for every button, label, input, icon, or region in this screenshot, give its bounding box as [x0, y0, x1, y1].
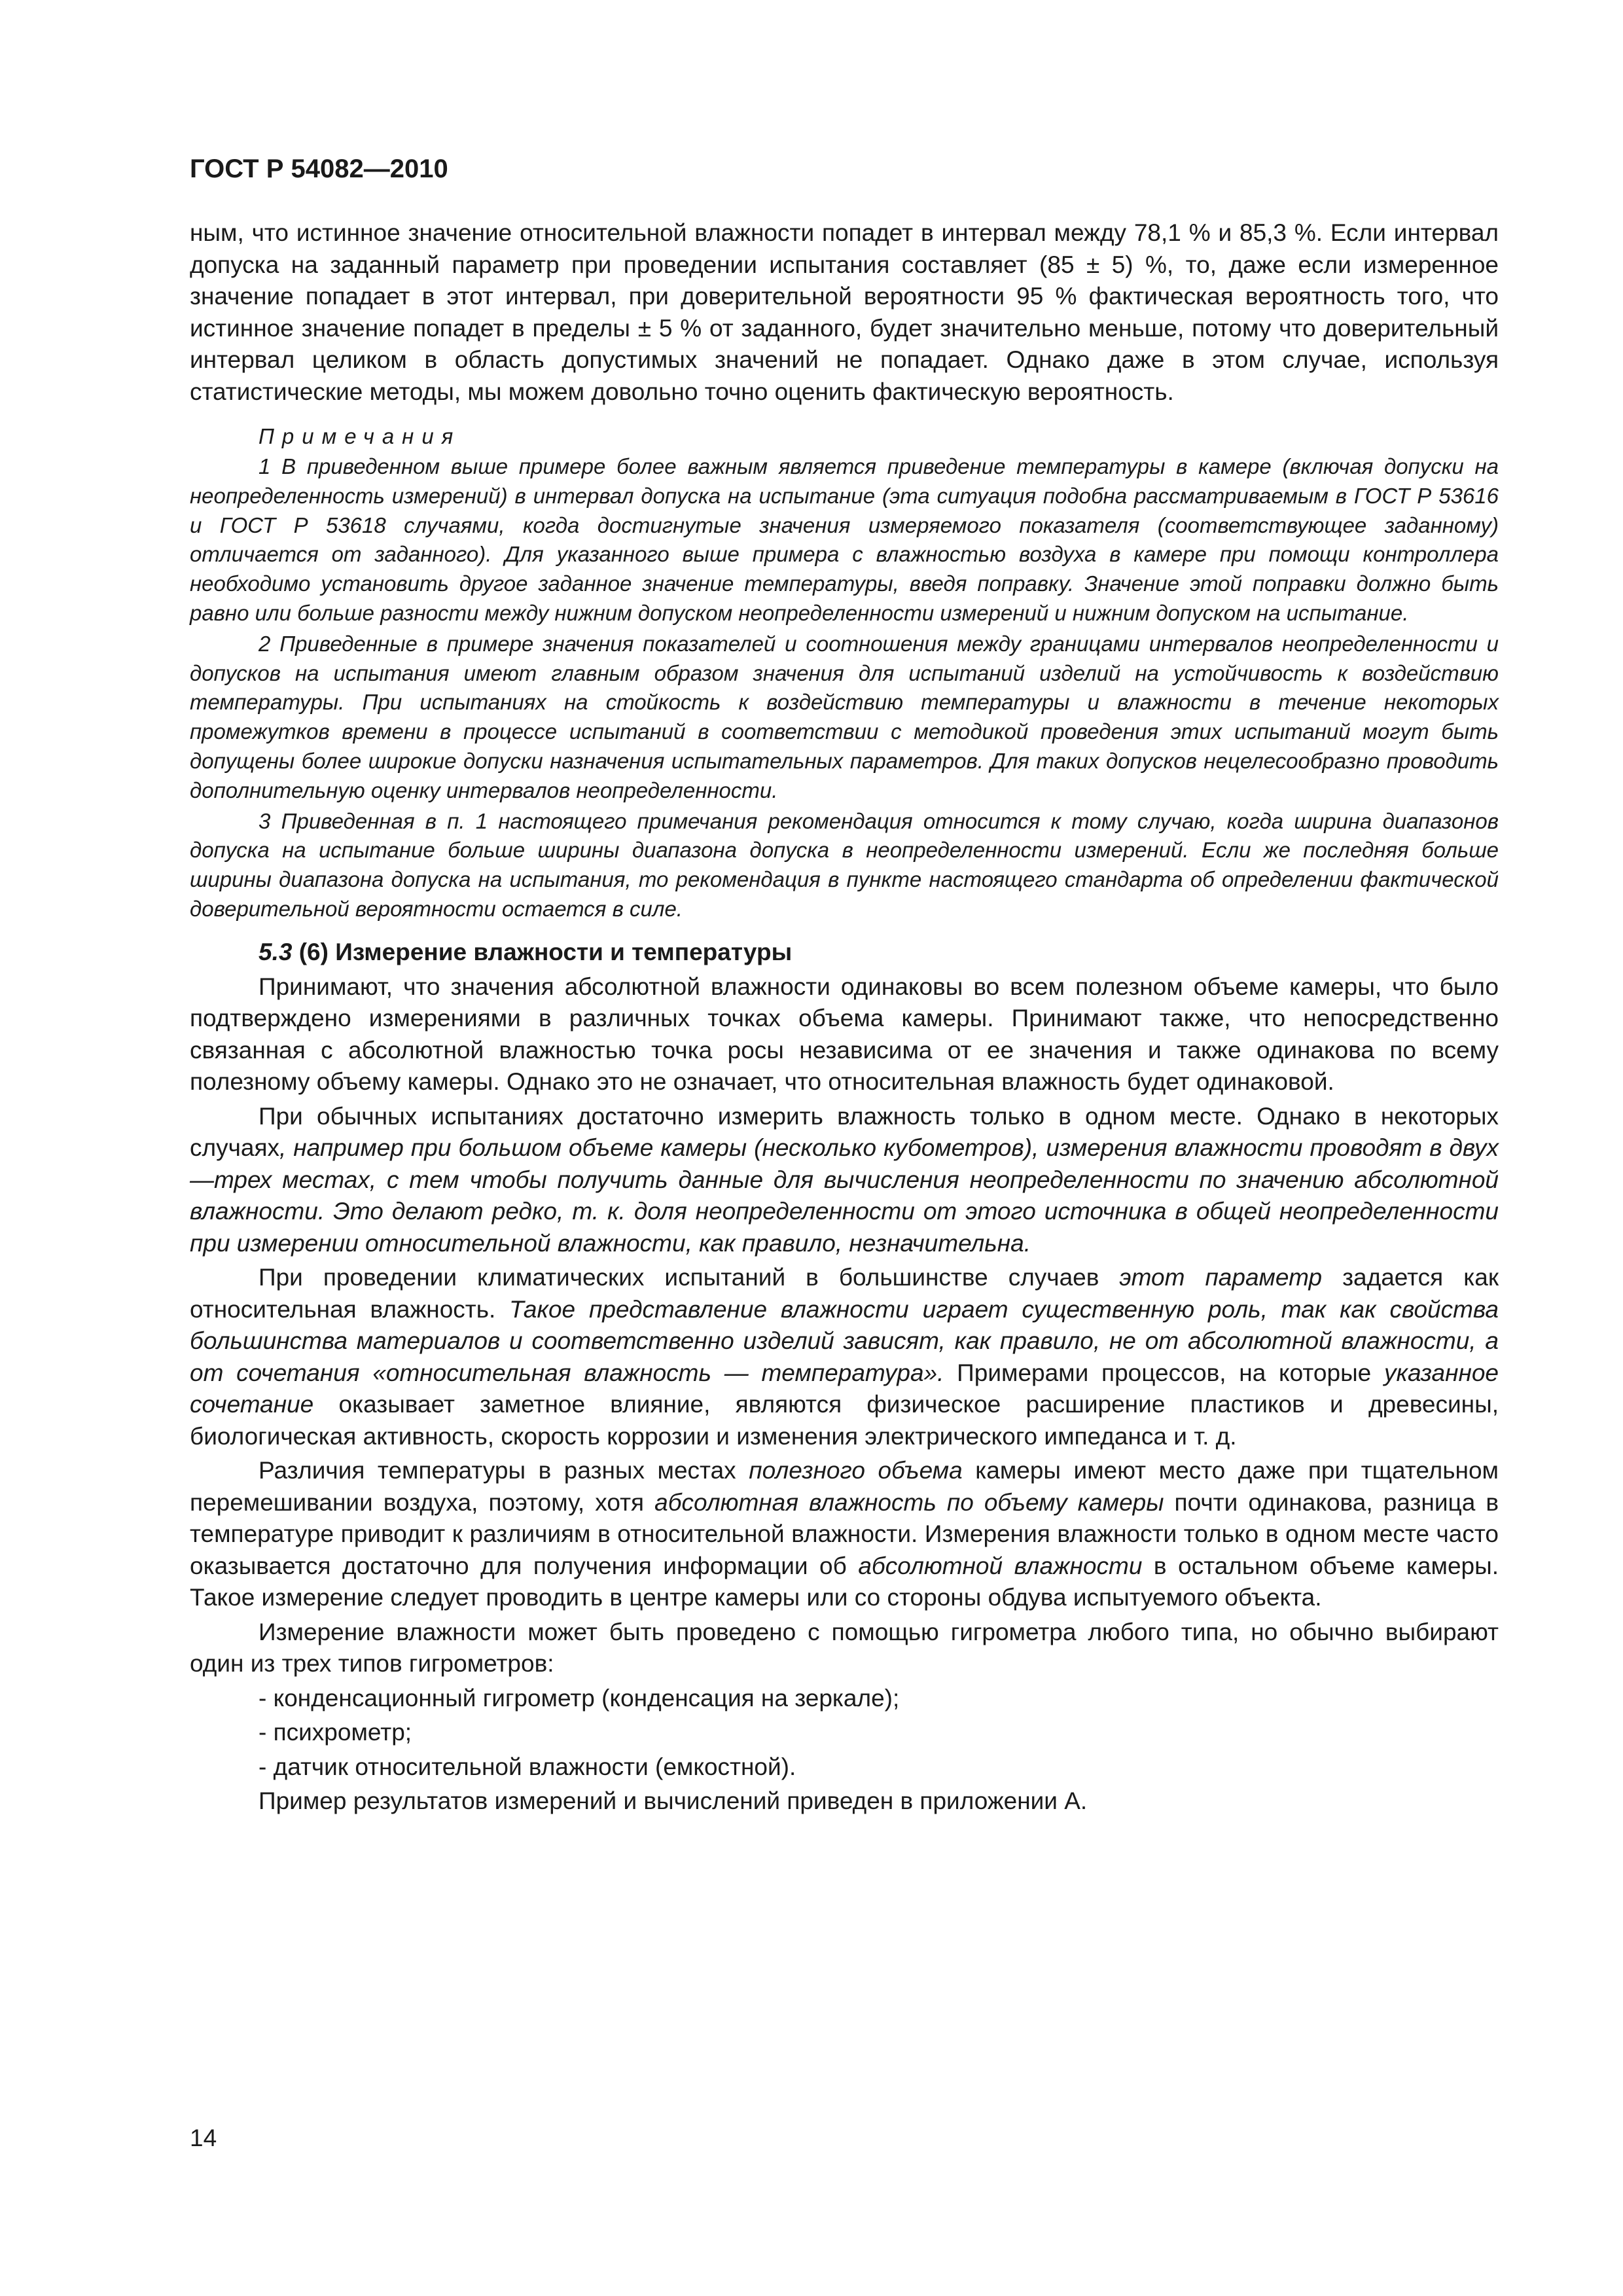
paragraph-5: Измерение влажности может быть проведено с помощью гигрометра любого типа, но обычно выбирают один из трех типов гигрометров: — [190, 1618, 1499, 1677]
paragraph-2-italic: , например при большом объеме камеры (несколько кубометров), измерения влажности проводят в двух—трех местах, с тем чтобы получить данные для вычисления неопределенности по значению абсолютной влажности. Это делают редко, т. к. доля неопределенности от этого источника в общей неопределенности при измерении относительной влажности, как правило, незначительна. — [190, 1134, 1499, 1257]
paragraph-3-part-c: задается как относительная влажность. — [190, 1264, 1499, 1323]
paragraph-4-part-e: почти одинакова, разница в температуре приводит к различиям в относительной влажности. Измерения влажности только в одном месте часто оказывается достаточно для получения информации об — [190, 1488, 1499, 1579]
paragraph-3-part-f: указанное сочетание — [190, 1359, 1499, 1418]
list-item: - психрометр; — [259, 1719, 412, 1746]
paragraph-4-part-g: в остальном объеме камеры. Такое измерение следует проводить в центре камеры или со стороны обдува испытуемого объекта. — [190, 1552, 1499, 1611]
list-item: - датчик относительной влажности (емкостной). — [259, 1753, 796, 1780]
paragraph-4 — [190, 1455, 1499, 1614]
section-heading — [190, 936, 1499, 969]
paragraph-1: Принимают, что значения абсолютной влажности одинаковы во всем полезном объеме камеры, что было подтверждено измерениями в различных точках объема камеры. Принимают также, что непосредственно связанная с абсолютной влажностью точка росы независима от ее значения и также одинакова по всему полезному объему камеры. Однако это не означает, что относительная влажность будет одинаковой. — [190, 973, 1499, 1096]
notes-block — [190, 422, 1499, 924]
document-id: ГОСТ Р 54082—2010 — [190, 154, 448, 183]
paragraph-3-part-e: Примерами процессов, на которые — [944, 1359, 1384, 1386]
note-2: 2 Приведенные в примере значения показателей и соотношения между границами интервалов неопределенности и допусков на испытания имеют главным образом значения для испытаний изделий на устойчивость к воздействию температуры. При испытаниях на стойкость к воздействию температуры и влажности в течение некоторых промежутков времени в процессе испытаний в соответствии с методикой проведения этих испытаний могут быть допущены более широкие допуски назначения испытательных параметров. Для таких допусков нецелесообразно проводить дополнительную оценку интервалов неопределенности. — [190, 631, 1499, 802]
paragraph-3-part-a: При проведении климатических испытаний в большинстве случаев — [259, 1264, 1120, 1291]
document-page — [190, 151, 1499, 1818]
paragraph-4-part-d: абсолютная влажность по объему камеры — [654, 1488, 1164, 1516]
list-item: - конденсационный гигрометр (конденсация на зеркале); — [259, 1684, 900, 1712]
paragraph-6: Пример результатов измерений и вычислений приведен в приложении А. — [259, 1787, 1088, 1815]
section-title: Измерение влажности и температуры — [335, 938, 793, 965]
paragraph-2 — [190, 1101, 1499, 1260]
paragraph-2-plain: При обычных испытаниях достаточно измерить влажность только в одном месте. Однако в некоторых случаях — [190, 1102, 1499, 1162]
paragraph-3-part-g: оказывает заметное влияние, являются физическое расширение пластиков и древесины, биологическая активность, скорость коррозии и изменения электрического импеданса и т. д. — [190, 1391, 1499, 1450]
paragraph-4-part-c: камеры имеют место даже при тщательном перемешивании воздуха, поэтому, хотя — [190, 1457, 1499, 1516]
note-1: 1 В приведенном выше примере более важным является приведение температуры в камере (включая допуски на неопределенность измерений) в интервал допуска на испытание (эта ситуация подобна рассматриваемым в ГОСТ Р 53616 и ГОСТ Р 53618 случаями, когда достигнутые значения измеряемого показателя (соответствующее заданному) отличается от заданного). Для указанного выше примера с влажностью воздуха в камере при помощи контроллера необходимо установить другое заданное значение температуры, введя поправку. Значение этой поправки должно быть равно или больше разности между нижним допуском неопределенности измерений и нижним допуском на испытание. — [190, 454, 1499, 625]
note-3: 3 Приведенная в п. 1 настоящего примечания рекомендация относится к тому случаю, когда ширина диапазонов допуска на испытание больше ширины диапазона допуска в неопределенности измерений. Если же последняя больше ширины диапазона допуска на испытания, то рекомендация в пункте настоящего стандарта об определении фактической доверительной вероятности остается в силе. — [190, 808, 1499, 921]
paragraph-4-part-b: полезного объема — [749, 1457, 963, 1484]
paragraph-3-part-b: этот параметр — [1119, 1264, 1323, 1291]
intro-paragraph: ным, что истинное значение относительной влажности попадет в интервал между 78,1 % и 85,3 %. Если интервал допуска на заданный параметр при проведении испытания составляет (85 ± 5) %, то, даже если измеренное значение попадает в этот интервал, при доверительной вероятности 95 % фактическая вероятность того, что истинное значение попадет в пределы ± 5 % от заданного, будет значительно меньше, потому что доверительный интервал целиком в область допустимых значений не попадает. Однако даже в этом случае, используя статистические методы, мы можем довольно точно оценить фактическую вероятность. — [190, 219, 1499, 405]
paragraph-4-part-a: Различия температуры в разных местах — [259, 1457, 749, 1484]
section-ref: (6) — [298, 938, 329, 965]
page-number: 14 — [190, 2125, 217, 2151]
paragraph-3 — [190, 1262, 1499, 1452]
paragraph-4-part-f: абсолютной влажности — [858, 1552, 1143, 1579]
section-number: 5.3 — [259, 938, 293, 965]
notes-title: Примечания — [259, 424, 461, 448]
paragraph-3-part-d: Такое представление влажности играет существенную роль, так как свойства большинства материалов и соответственно изделий зависят, как правило, не от абсолютной влажности, а от сочетания «относительная влажность — температура». — [190, 1295, 1499, 1386]
